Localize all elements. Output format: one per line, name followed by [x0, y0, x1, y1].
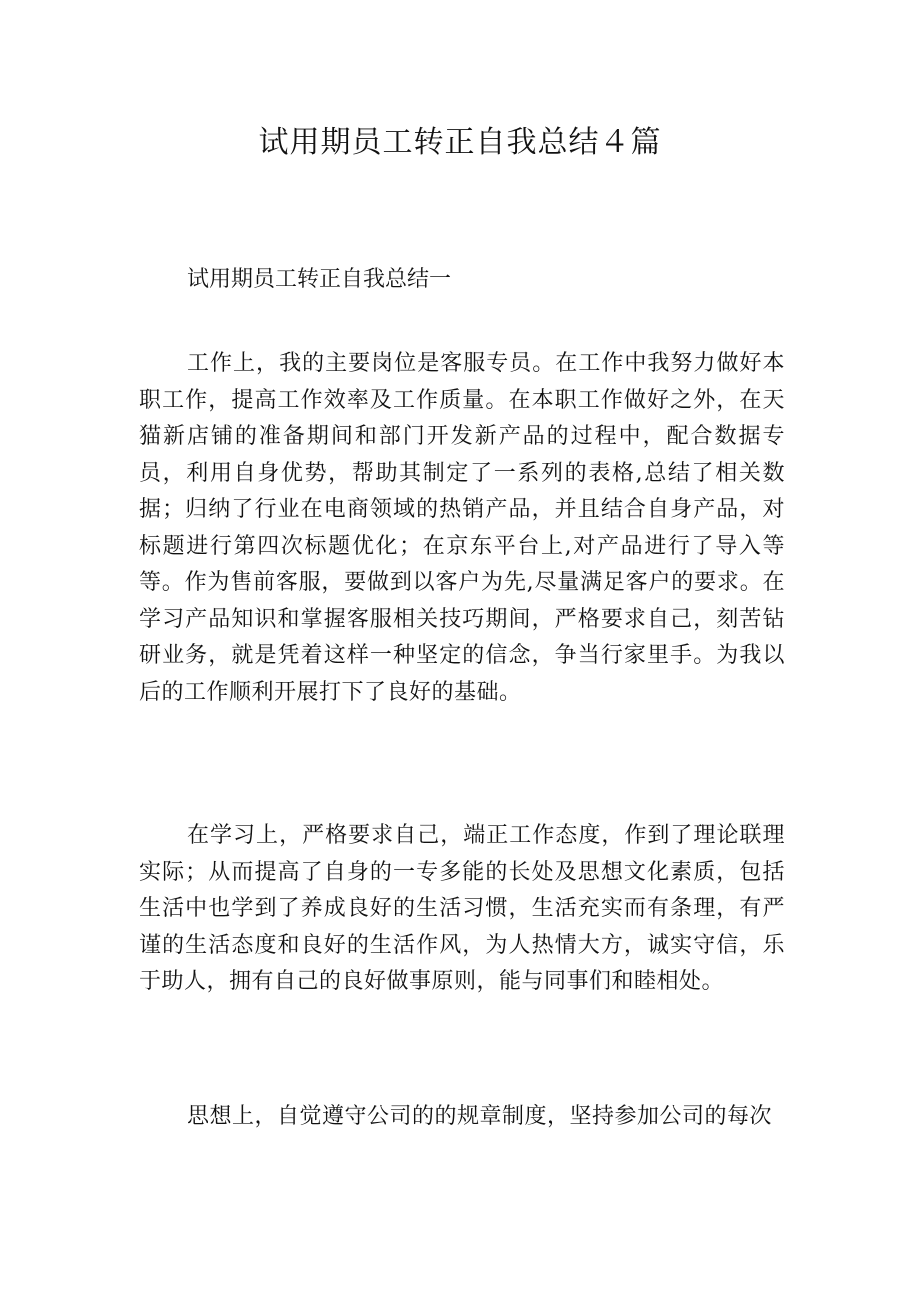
paragraph-thought: 思想上，自觉遵守公司的的规章制度，坚持参加公司的每次	[187, 1104, 773, 1129]
paragraph-work: 工作上，我的主要岗位是客服专员。在工作中我努力做好本职工作，提高工作效率及工作质量。在本职工作做好之外，在天猫新店铺的准备期间和部门开发新产品的过程中，配合数据专员，利用自身优势，帮助其制定了一系列的表格,总结了相关数据；归纳了行业在电商领域的热销产品，并且结合自身产品，对标题进行第四次标题优化；在京东平台上,对产品进行了导入等等。作为售前客服，要做到以客户为先,尽量满足客户的要求。在学习产品知识和掌握客服相关技巧期间，严格要求自己，刻苦钻研业务，就是凭着这样一种坚定的信念，争当行家里手。为我以后的工作顺利开展打下了良好的基础。	[139, 351, 785, 705]
document-title: 试用期员工转正自我总结４篇	[258, 125, 662, 160]
paragraph-study: 在学习上，严格要求自己，端正工作态度，作到了理论联理实际；从而提高了自身的一专多能的长处及思想文化素质，包括生活中也学到了养成良好的生活习惯，生活充实而有条理，有严谨的生活态度和良好的生活作风，为人热情大方，诚实守信，乐于助人，拥有自己的良好做事原则，能与同事们和睦相处。	[139, 823, 785, 994]
section-heading: 试用期员工转正自我总结一	[187, 267, 452, 292]
